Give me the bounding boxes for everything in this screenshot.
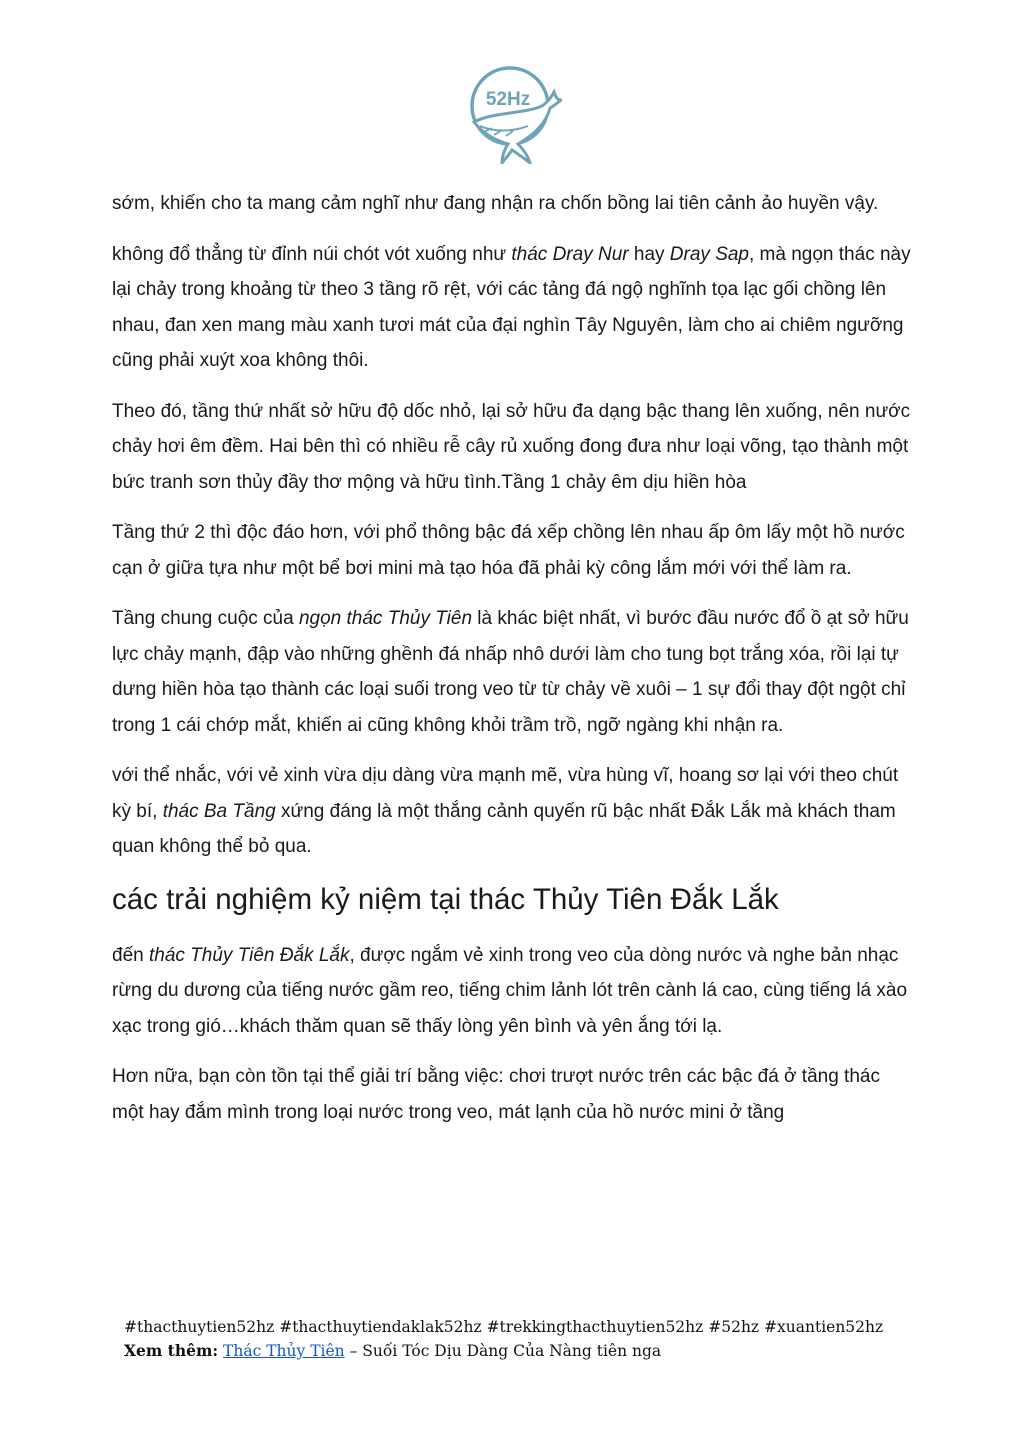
article-body: [112, 186, 912, 1145]
paragraph-6-emphasis: thác Ba Tầng: [162, 800, 276, 822]
paragraph-8-text: Hơn nữa, bạn còn tồn tại thể giải trí bằng việc: chơi trượt nước trên các bậc đá ở tầng thác một hay đắm mình trong loại nước trong veo, mát lạnh của hồ nước mini ở tầng: [112, 1066, 880, 1123]
page-footer: [124, 1316, 924, 1363]
paragraph-3-text: Theo đó, tầng thứ nhất sở hữu độ dốc nhỏ, lại sở hữu đa dạng bậc thang lên xuống, nên nước chảy hơi êm đềm. Hai bên thì có nhiều rễ cây rủ xuống đong đưa như loại võng, tạo thành một bức tranh sơn thủy đầy thơ mộng và hữu tình.Tầng 1 chảy êm dịu hiền hòa: [112, 400, 911, 493]
paragraph-7-text-a: đến: [112, 944, 149, 966]
paragraph-7: [112, 938, 912, 1045]
paragraph-4-text: Tầng thứ 2 thì độc đáo hơn, với phổ thông bậc đá xếp chồng lên nhau ấp ôm lấy một hồ nước cạn ở giữa tựa như một bể bơi mini mà tạo hóa đã phải kỳ công lắm mới với thể làm ra.: [112, 522, 905, 579]
brand-logo: [462, 62, 562, 164]
paragraph-1: [112, 186, 912, 222]
see-more-label: Xem thêm:: [124, 1341, 219, 1360]
logo-text: 52Hz: [485, 89, 531, 110]
see-more-link[interactable]: Thác Thủy Tiên: [223, 1342, 345, 1360]
paragraph-6: [112, 758, 912, 865]
paragraph-5-text-a: Tầng chung cuộc của: [112, 608, 299, 629]
paragraph-2-text-c: , mà ngọn thác này lại chảy trong khoảng từ theo 3 tầng rõ rệt, với các tảng đá ngộ nghĩnh tọa lạc gối chồng lên nhau, đan xen mang màu xanh tươi mát của đại nghìn Tây Nguyên, làm cho ai chiêm ngưỡng cũng phải xuýt xoa không thôi.: [112, 243, 911, 371]
see-more-link-rest: – Suối Tóc Dịu Dàng Của Nàng tiên nga: [344, 1342, 662, 1360]
paragraph-6-text-a: với thể nhắc, với vẻ xinh vừa dịu dàng vừa mạnh mẽ, vừa hùng vĩ, hoang sơ lại với theo chút kỳ bí,: [112, 765, 899, 822]
see-more-line: [124, 1339, 924, 1363]
paragraph-1-text: sớm, khiến cho ta mang cảm nghĩ như đang nhận ra chốn bồng lai tiên cảnh ảo huyền vậy.: [112, 193, 879, 214]
paragraph-2: [112, 237, 912, 379]
section-heading: các trải nghiệm kỷ niệm tại thác Thủy Tiên Đắk Lắk: [112, 882, 779, 916]
paragraph-2-emphasis-2: Dray Sap: [669, 243, 749, 265]
hashtags: #thacthuytien52hz #thacthuytiendaklak52hz #trekkingthacthuytien52hz #52hz #xuantien52hz: [124, 1318, 884, 1336]
paragraph-7-text-b: , được ngắm vẻ xinh trong veo của dòng nước và nghe bản nhạc rừng du dương của tiếng nước gầm reo, tiếng chim lảnh lót trên cành lá cao, cùng tiếng lá xào xạc trong gió…khách thăm quan sẽ thấy lòng yên bình và yên ắng tới lạ.: [112, 944, 908, 1037]
paragraph-7-emphasis: thác Thủy Tiên Đắk Lắk: [148, 944, 350, 966]
paragraph-5-text-b: là khác biệt nhất, vì bước đầu nước đổ ồ ạt sở hữu lực chảy mạnh, đập vào những ghềnh đá nhấp nhô dưới làm cho tung bọt trắng xóa, rồi lại tự dưng hiền hòa tạo thành các loại suối trong veo từ từ chảy về xuôi – 1 sự đổi thay đột ngột chỉ trong 1 cái chớp mắt, khiến ai cũng không khỏi trầm trồ, ngỡ ngàng khi nhận ra.: [112, 608, 909, 736]
paragraph-2-emphasis-1: thác Dray Nur: [511, 243, 629, 265]
paragraph-2-text-a: không đổ thẳng từ đỉnh núi chót vót xuống như: [112, 243, 512, 265]
paragraph-5-emphasis: ngọn thác Thủy Tiên: [298, 608, 473, 629]
paragraph-8: [112, 1059, 912, 1130]
paragraph-4: [112, 515, 912, 586]
paragraph-2-text-b: hay: [628, 243, 670, 265]
whale-logo-icon: [462, 62, 562, 164]
paragraph-6-text-b: xứng đáng là một thắng cảnh quyến rũ bậc nhất Đắk Lắk mà khách tham quan không thể bỏ qua.: [112, 800, 896, 857]
paragraph-5: [112, 601, 912, 743]
paragraph-3: [112, 394, 912, 501]
